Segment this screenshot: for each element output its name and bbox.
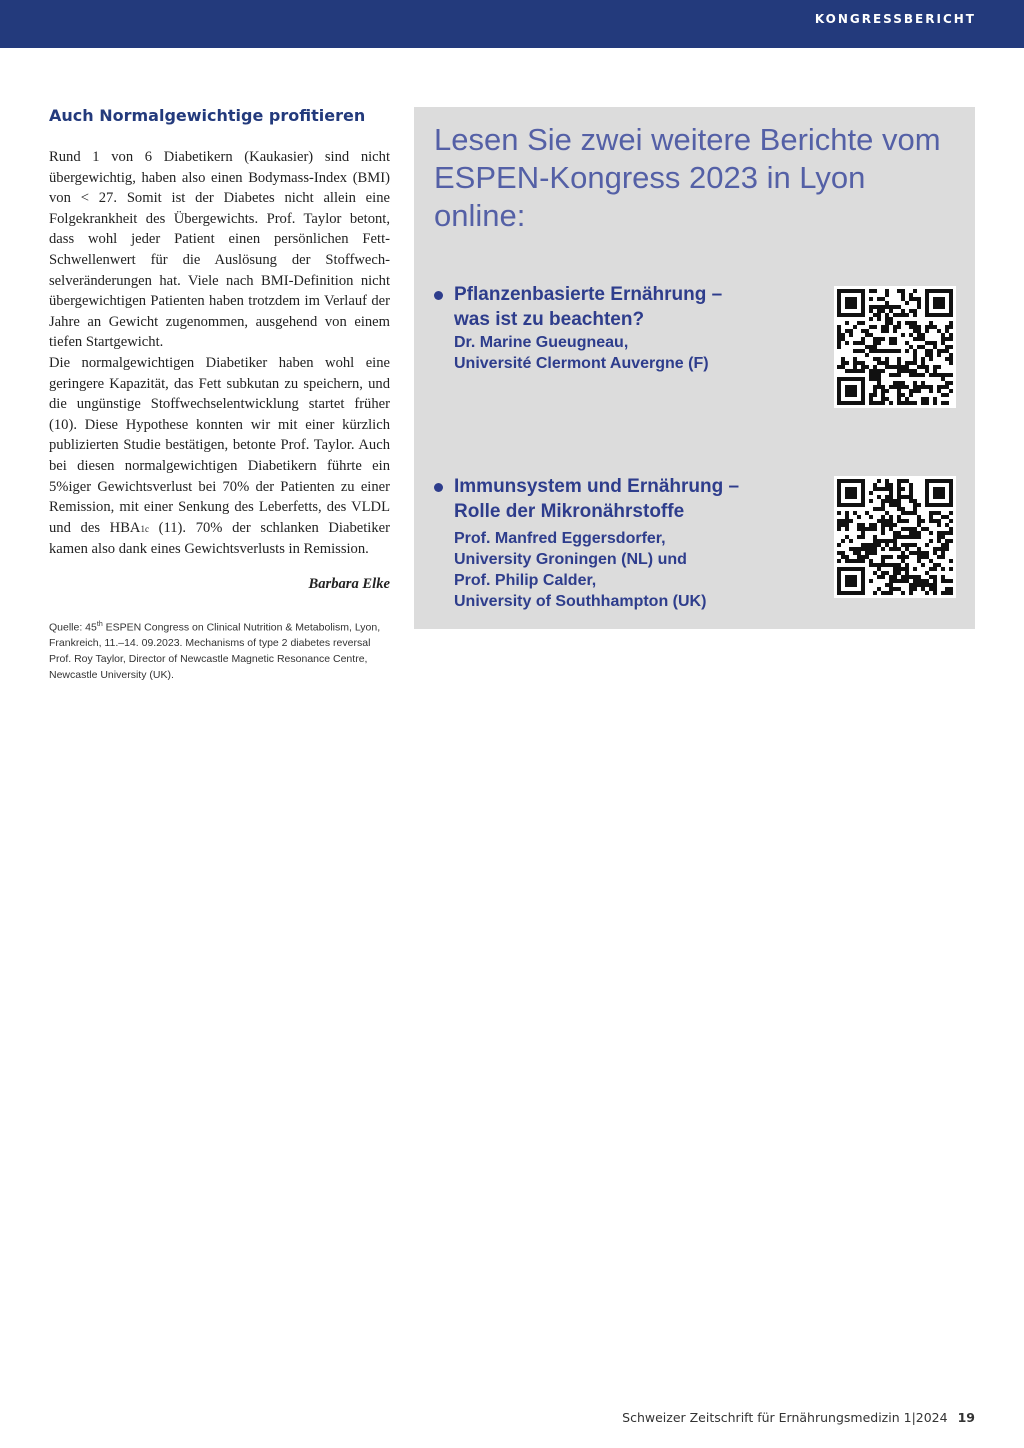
report-title	[454, 474, 824, 524]
report-author-line: Prof. Philip Calder,	[454, 572, 597, 589]
bullet-icon	[434, 483, 443, 492]
page-number: 19	[957, 1410, 975, 1425]
paragraph-2-text: Die normalgewichtigen Diabetiker haben wohl eine geringere Kapazität, das Fett subkutan zu speichern, und die ungünstige Stoffwechselentwicklung startet früher (10). Diese Hypothese konnten wir mit einer kürzlich publizierten Studie bestätigen, betonte Prof. Taylor. Auch bei diesen normalgewichtigen Diabetikern führte ein 5%iger Gewichtsverlust bei 70% der Patienten zu einer Remission, mit einer Senkung des Leberfetts, des VLDL und des HBA	[49, 354, 390, 536]
report-item[interactable]	[434, 474, 824, 612]
article-column	[49, 106, 390, 684]
source-superscript: th	[96, 620, 103, 628]
journal-name: Schweizer Zeitschrift für Ernährungsmedizin 1|2024	[622, 1410, 948, 1425]
source-text: Quelle: 45	[49, 621, 97, 634]
section-heading: Auch Normalgewichtige profitieren	[49, 106, 366, 125]
qr-code-icon[interactable]	[834, 286, 956, 408]
report-title-line: Rolle der Mikronährstoffe	[454, 501, 685, 522]
author-name: Barbara Elke	[308, 575, 390, 592]
section-label: KONGRESSBERICHT	[814, 12, 976, 26]
report-author-line: University of Southhampton (UK)	[454, 593, 707, 610]
report-author-line: University Groningen (NL) und	[454, 551, 687, 568]
report-author-line: Prof. Manfred Eggersdorfer,	[454, 530, 666, 547]
source-note	[49, 617, 390, 684]
report-author-line: Université Clermont Auvergne (F)	[454, 355, 709, 372]
online-reports-box	[414, 107, 975, 629]
paragraph-1: Rund 1 von 6 Diabetikern (Kaukasier) sind nicht übergewichtig, haben also einen Bodymass-Index (BMI) von < 27. Somit ist der Diabetes nicht allein eine Folgekrankheit des Übergewichts. Prof. Taylor betont, dass wohl jeder Patient einen persönlichen Fett-Schwellenwert für die Auslösung der Stoffwechselveränderungen hat. Viele nach BMI-Definition nicht übergewichtigen Patienten haben trotzdem im Verlauf der Jahre an Gewicht zugenommen, ausgehend von einem tiefen Startgewicht.	[49, 149, 390, 351]
report-title-line: was ist zu beachten?	[454, 309, 645, 330]
report-title-line: Immunsystem und Ernährung –	[454, 476, 740, 497]
report-title-line: Pflanzenbasierte Ernährung –	[454, 284, 723, 305]
paragraph-2-text-end: (11). 70% der schlanken Diabetiker kamen also dank eines Gewichtsverlusts in Remission.	[49, 519, 390, 558]
report-title	[454, 282, 824, 332]
report-author	[454, 528, 824, 612]
report-author	[454, 332, 824, 374]
page-footer	[622, 1410, 975, 1425]
paragraph-2-subscript: 1c	[140, 523, 149, 534]
source-text-rest: ESPEN Congress on Clinical Nutrition & Metabolism, Lyon, Frankreich, 11.–14. 09.2023. Mechanisms of type 2 diabetes reversal Prof. Roy Taylor, Director of Newcastle Magnetic Resonance Centre, Newcastle University (UK).	[49, 621, 381, 681]
bullet-icon	[434, 291, 443, 300]
qr-code-icon[interactable]	[834, 476, 956, 598]
paragraph-2	[49, 353, 390, 560]
box-title: Lesen Sie zwei weitere Berichte vom ESPEN-Kongress 2023 in Lyon online:	[434, 122, 941, 233]
header-bar	[0, 0, 1024, 48]
report-author-line: Dr. Marine Gueugneau,	[454, 334, 629, 351]
report-item[interactable]	[434, 282, 824, 374]
